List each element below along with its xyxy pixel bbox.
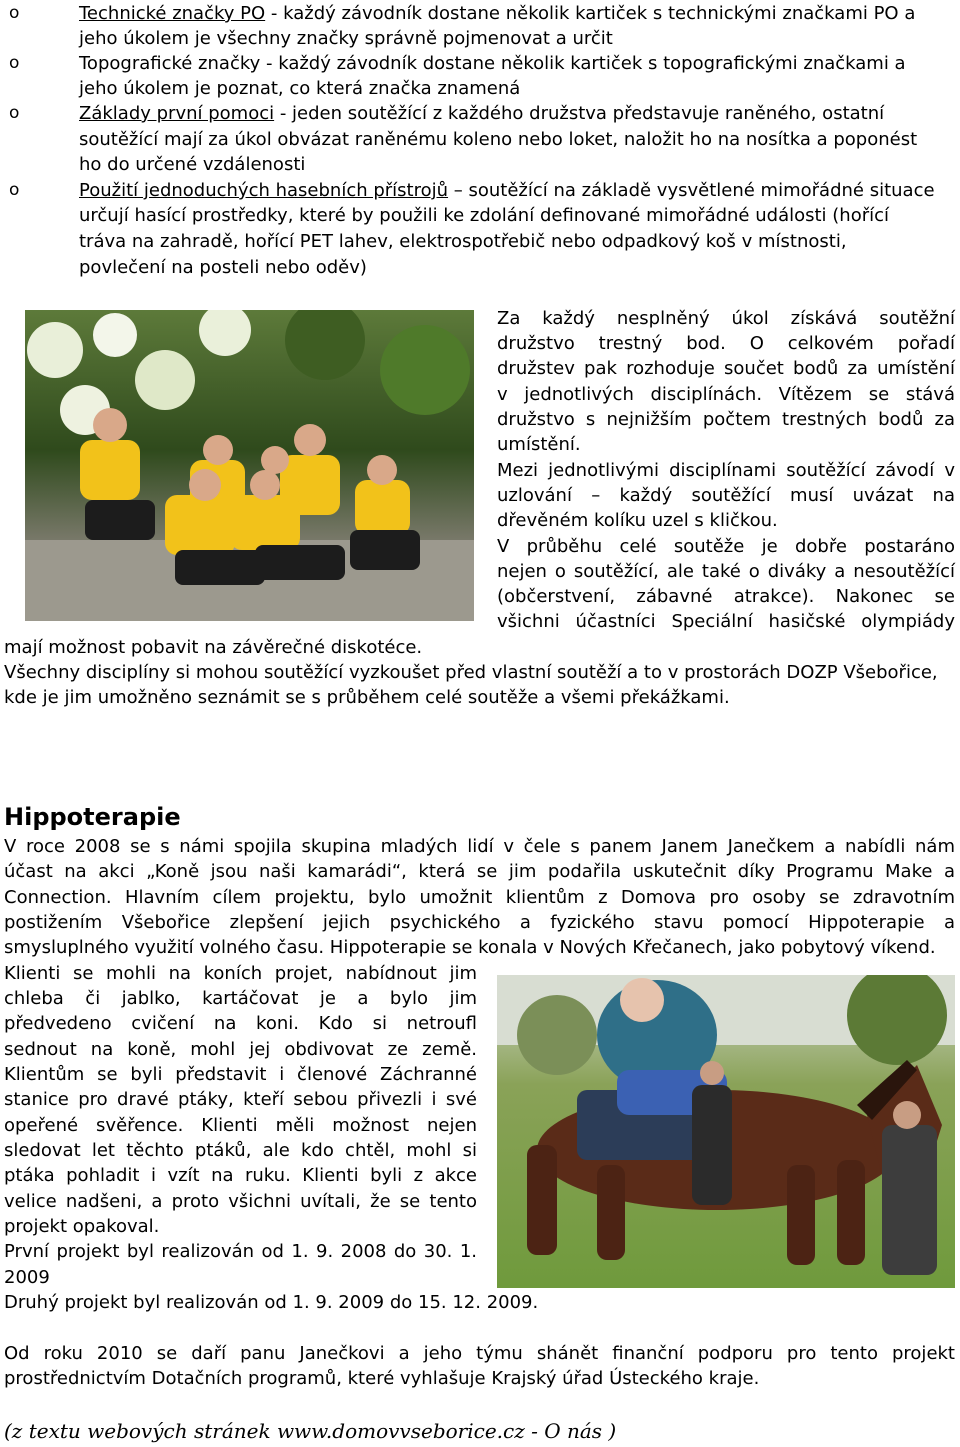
text-line: smysluplného využití volného času. Hippoterapie se konala v Nových Křečanech, jako pobytový víkend. (4, 937, 936, 958)
text-line: Connection. Hlavním cílem projektu, bylo umožnit klientům z Domova pro osoby se zdravotním (4, 887, 955, 908)
list-item-text: – soutěžící na základě vysvětlené mimořádné situace (448, 180, 935, 201)
text-line: družstev pak rozhoduje součet bodů za umístění (497, 358, 955, 379)
list-item-continuation: jeho úkolem je poznat, co která značka znamená (79, 78, 521, 99)
text-line: Klienti se mohli na koních projet, nabídnout jim (4, 963, 477, 984)
text-line: účast na akci „Koně jsou naši kamarádi“, která se jim podařila uskutečnit díky Programu Make a (4, 861, 955, 882)
list-item-lead: Topografické značky (79, 53, 261, 74)
list-item-continuation: ho do určené vzdálenosti (79, 154, 306, 175)
team-photo-image (25, 310, 474, 621)
list-item-text: - jeden soutěžící z každého družstva představuje raněného, ostatní (274, 103, 885, 124)
text-line: chleba či jablko, kartáčovat je a bylo jim (4, 988, 477, 1009)
text-line: První projekt byl realizován od 1. 9. 2008 do 30. 1. (4, 1241, 477, 1262)
text-line: Všechny disciplíny si mohou soutěžící vyzkoušet před vlastní soutěží a to v prostorách DOZP Všebořice, (4, 662, 938, 683)
text-line: opeřené svěřence. Klienti měli možnost nejen (4, 1115, 477, 1136)
list-bullet: o (9, 103, 20, 123)
list-item-continuation: tráva na zahradě, hořící PET lahev, elektrospotřebič nebo odpadkový koš v místnosti, (79, 231, 847, 252)
text-line: v jednotlivých disciplínách. Vítězem se stává (497, 384, 955, 405)
list-bullet: o (9, 180, 20, 200)
text-line: Druhý projekt byl realizován od 1. 9. 2009 do 15. 12. 2009. (4, 1292, 539, 1313)
text-line: Od roku 2010 se daří panu Janečkovi a jeho týmu shánět finanční podporu pro tento projekt (4, 1343, 955, 1364)
list-item (79, 178, 935, 203)
text-line: mají možnost pobavit na závěrečné diskotéce. (4, 637, 423, 658)
text-line: dřevěném kolíku uzel s kličkou. (497, 510, 778, 531)
text-line: prostřednictvím Dotačních programů, které vyhlašuje Krajský úřad Ústeckého kraje. (4, 1368, 760, 1389)
list-item-continuation: určují hasící prostředky, které by použili ke zdolání definované mimořádné události (hořící (79, 205, 890, 226)
list-item-text: - každý závodník dostane několik kartiček s technickými značkami PO a (265, 3, 916, 24)
text-line: nejen o soutěžící, ale také o diváky a nesoutěžící (497, 561, 955, 582)
list-item-continuation: soutěžící mají za úkol obvázat raněnému koleno nebo loket, naložit ho na nosítka a poponést (79, 129, 918, 150)
text-line: V roce 2008 se s námi spojila skupina mladých lidí v čele s panem Janem Janečkem a nabídli nám (4, 836, 955, 857)
text-line: kde je jim umožněno seznámit se s průběhem celé soutěže a všemi překážkami. (4, 687, 730, 708)
horse-photo-image (497, 975, 955, 1288)
text-line: družstvo trestný bod. O celkovém pořadí (497, 333, 955, 354)
text-line: uzlování – každý soutěžící musí uvázat na (497, 485, 955, 506)
text-line: Mezi jednotlivými disciplínami soutěžící závodí v (497, 460, 955, 481)
text-line: všichni účastníci Speciální hasičské olympiády (497, 611, 955, 632)
list-item (79, 51, 906, 76)
text-line: umístění. (497, 434, 581, 455)
text-line: Klientům se byli představit i členové Záchranné (4, 1064, 477, 1085)
text-line: 2009 (4, 1267, 50, 1288)
text-line: předvedeno cvičení na koni. Kdo si netroufl (4, 1013, 477, 1034)
text-line: ptáka pohladit i vzít na ruku. Klienti byli z akce (4, 1165, 477, 1186)
text-line: stanice pro dravé ptáky, kteří sebou přivezli i své (4, 1089, 477, 1110)
list-item (79, 1, 955, 26)
source-caption: (z textu webových stránek www.domovvseborice.cz - O nás ) (4, 1419, 617, 1443)
text-line: družstvo s nejnižším počtem trestných bodů za (497, 409, 955, 430)
text-line: velice nadšeni, a proto všichni uvítali, že se tento (4, 1191, 477, 1212)
text-line: V průběhu celé soutěže je dobře postaráno (497, 536, 955, 557)
list-item (79, 101, 884, 126)
list-item-continuation: povlečení na posteli nebo oděv) (79, 257, 367, 278)
list-bullet: o (9, 53, 20, 73)
text-line: sednout na koně, mohl jej obdivovat ze země. (4, 1039, 477, 1060)
text-line: sledovat let těchto ptáků, ale kdo chtěl, mohl si (4, 1140, 477, 1161)
list-bullet: o (9, 3, 20, 23)
text-line: Za každý nesplněný úkol získává soutěžní (497, 308, 955, 329)
list-item-lead: Použití jednoduchých hasebních přístrojů (79, 180, 449, 201)
text-line: projekt opakoval. (4, 1216, 160, 1237)
team-photo (25, 310, 474, 621)
list-item-continuation: jeho úkolem je všechny značky správně pojmenovat a určit (79, 28, 613, 49)
horse-photo (497, 975, 955, 1288)
list-item-lead: Technické značky PO (79, 3, 266, 24)
section-heading: Hippoterapie (4, 803, 181, 831)
text-line: (občerstvení, zábavné atrakce). Nakonec se (497, 586, 955, 607)
text-line: postižením Všebořice zlepšení jejich psychického a fyzického stavu pomocí Hippoterapie a (4, 912, 955, 933)
list-item-lead: Základy první pomoci (79, 103, 275, 124)
list-item-text: - každý závodník dostane několik kartiček s topografickými značkami a (260, 53, 906, 74)
